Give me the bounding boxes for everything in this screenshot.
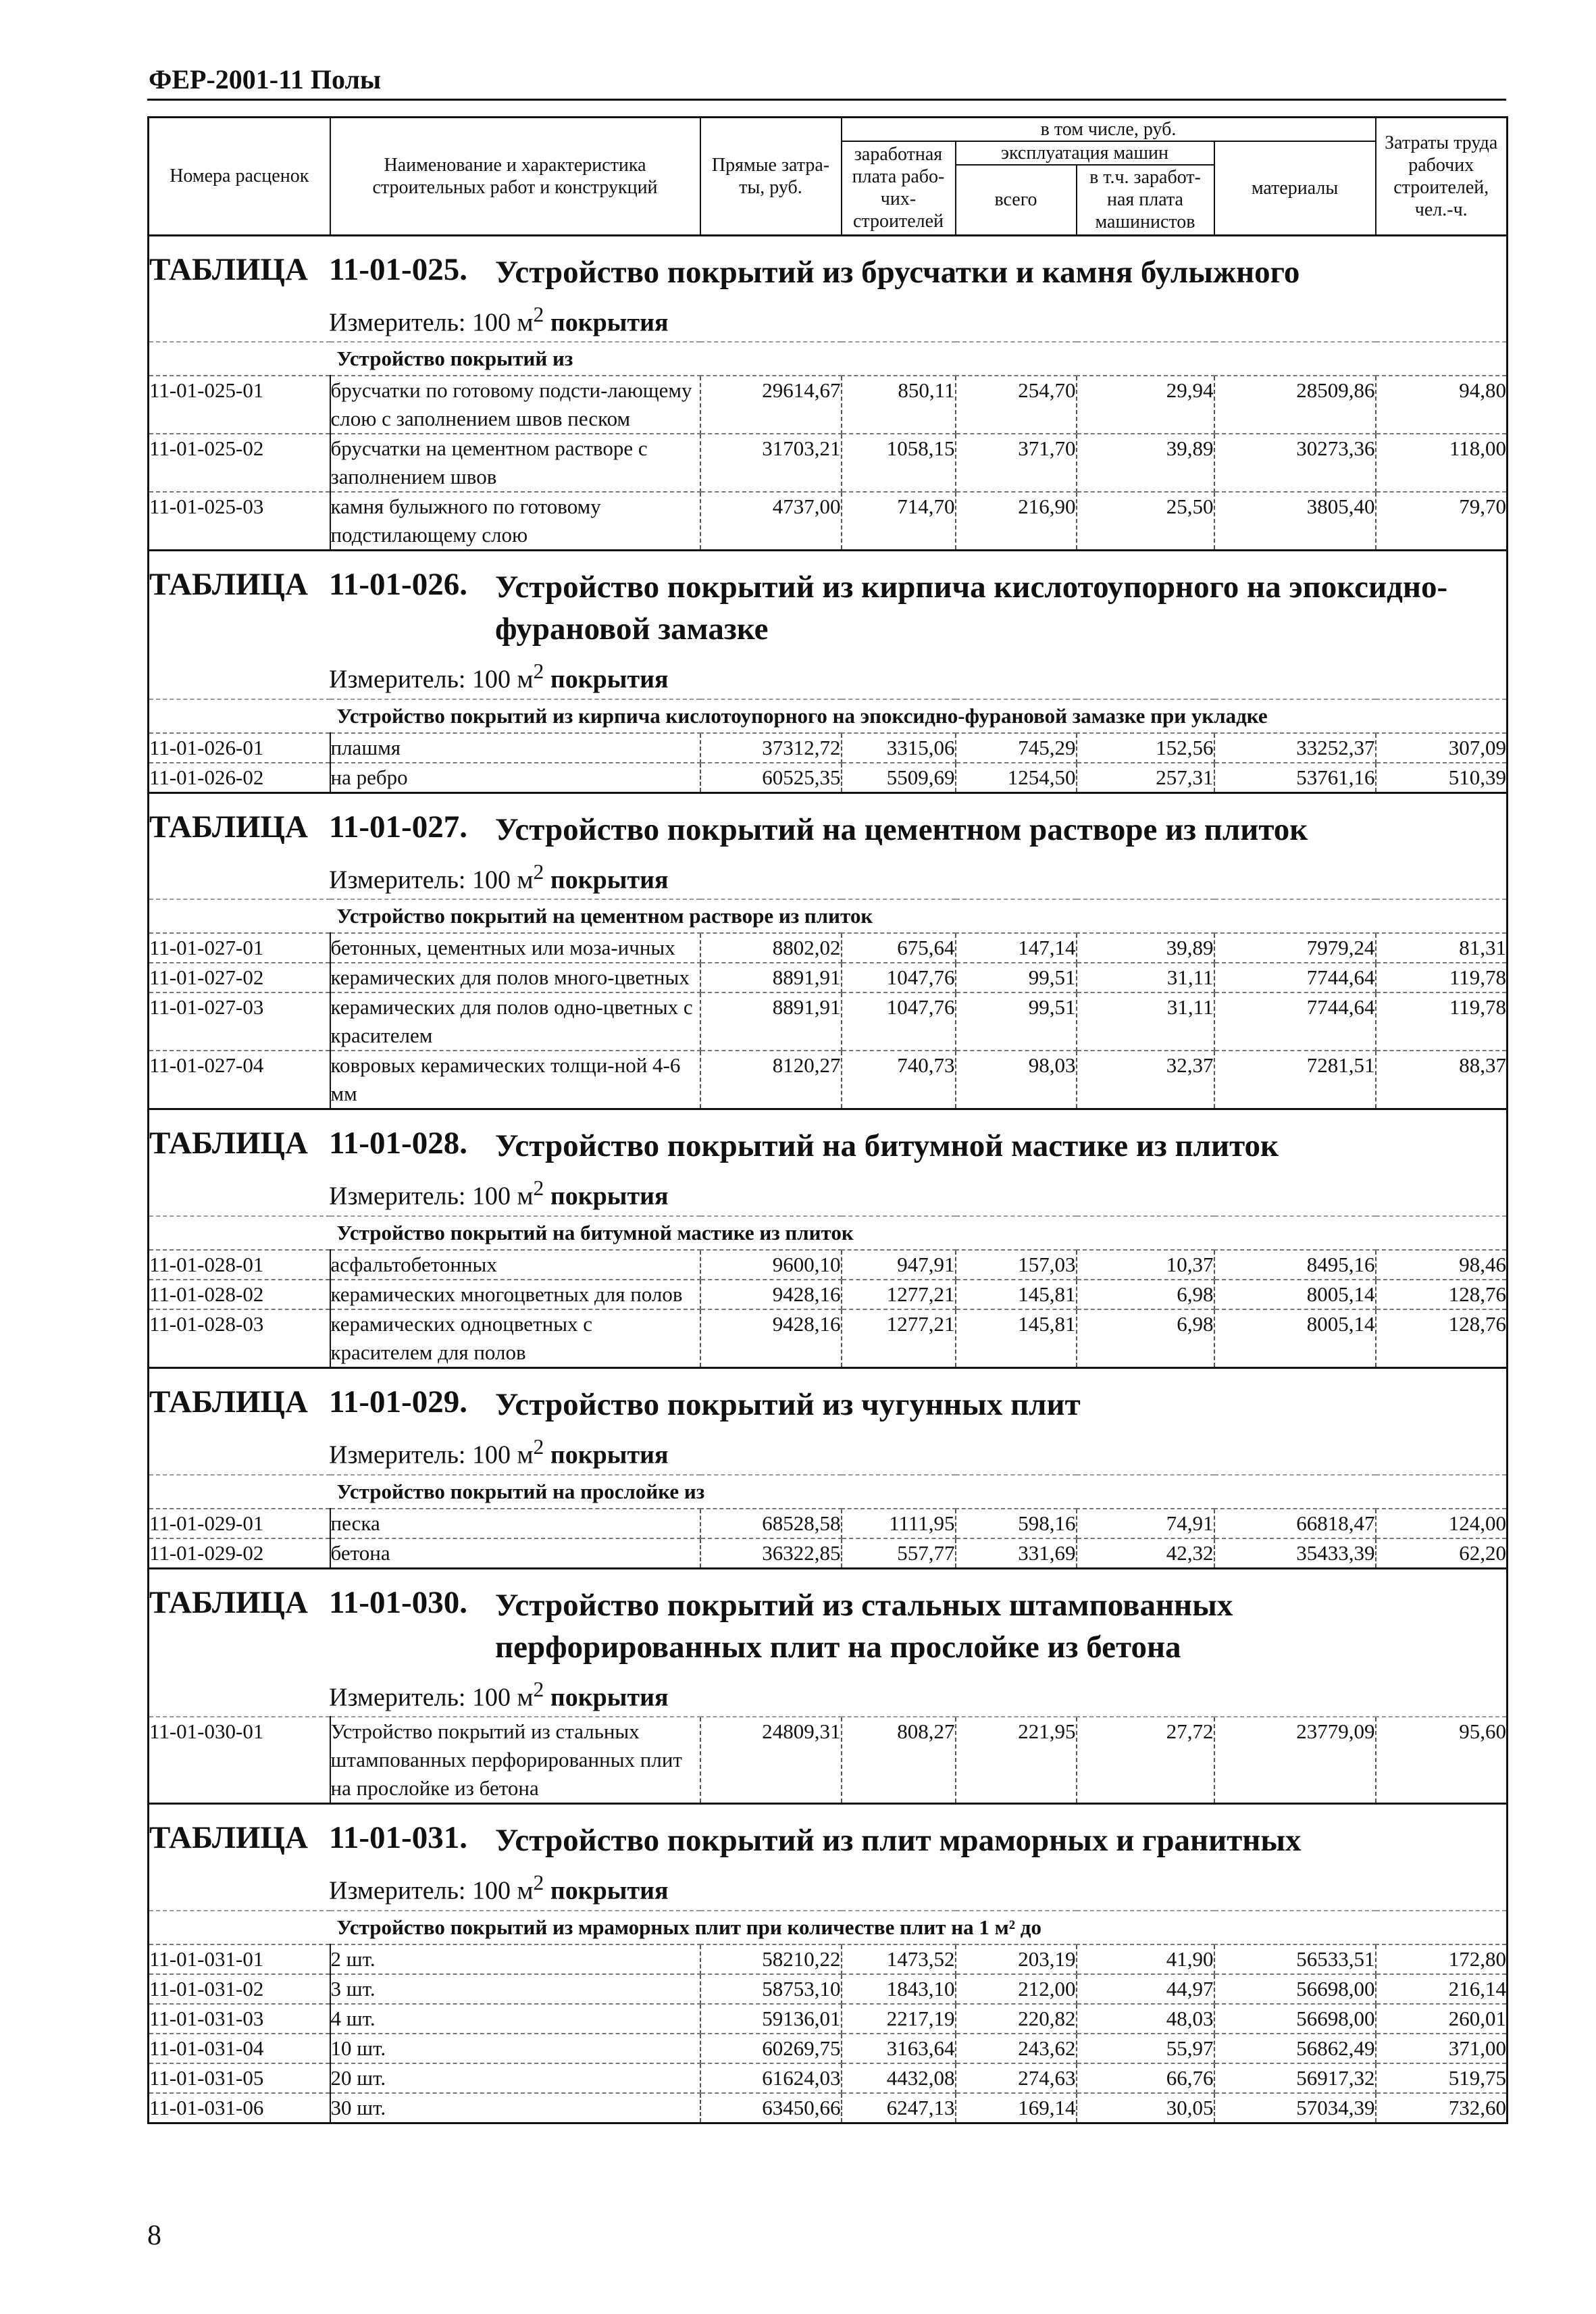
table-title [149,1109,1508,1173]
rate-name: керамических многоцветных для полов [330,1280,700,1309]
measure-prefix: Измеритель: 100 м [329,1877,534,1906]
value-materials: 56533,51 [1214,1944,1376,1974]
measure-unit [149,856,1508,900]
rate-name: бетонных, цементных или моза-ичных [330,933,700,963]
col-machines: эксплуатация машин [956,141,1214,165]
table-body [149,235,1508,2123]
table-title-row [149,793,1508,856]
value-mach-wage: 31,11 [1077,992,1214,1051]
value-mach-wage: 66,76 [1077,2063,1214,2093]
value-labor: 119,78 [1376,992,1508,1051]
measure-suffix: покрытия [544,665,669,694]
value-materials: 35433,39 [1214,1538,1376,1569]
table-row [149,933,1508,963]
value-mach-total: 212,00 [956,1974,1077,2004]
col-materials: материалы [1214,141,1376,235]
value-materials: 57034,39 [1214,2093,1376,2123]
value-direct: 8802,02 [700,933,842,963]
measure-unit [149,1674,1508,1717]
rate-code: 11-01-031-01 [149,1944,330,1974]
value-mach-wage: 32,37 [1077,1051,1214,1109]
value-materials: 8005,14 [1214,1280,1376,1309]
value-wage: 1277,21 [842,1280,956,1309]
table-row [149,2063,1508,2093]
table-row [149,963,1508,992]
rate-name: брусчатки по готовому подсти-лающему слою с заполнением швов песком [330,376,700,434]
value-direct: 60525,35 [700,763,842,793]
value-mach-total: 216,90 [956,492,1077,551]
value-mach-total: 745,29 [956,733,1077,763]
group-title: Устройство покрытий на прослойке из [330,1475,1508,1509]
measure-suffix: покрытия [544,308,669,337]
value-mach-wage: 41,90 [1077,1944,1214,1974]
group-title: Устройство покрытий из кирпича кислотоупорного на эпоксидно-фурановой замазке при укладке [330,699,1508,733]
col-wage: заработная плата рабо-чих-строителей [842,141,956,235]
table-title [149,551,1508,656]
value-wage: 1473,52 [842,1944,956,1974]
value-wage: 557,77 [842,1538,956,1569]
rate-name: асфальтобетонных [330,1250,700,1280]
value-mach-wage: 44,97 [1077,1974,1214,2004]
value-labor: 510,39 [1376,763,1508,793]
table-row [149,492,1508,551]
value-mach-wage: 42,32 [1077,1538,1214,1569]
measure-sup: 2 [533,1871,544,1895]
measure-row [149,856,1508,900]
value-mach-total: 98,03 [956,1051,1077,1109]
value-direct: 29614,67 [700,376,842,434]
table-title-row [149,551,1508,656]
value-wage: 675,64 [842,933,956,963]
table-word: ТАБЛИЦА [149,567,308,603]
table-code: 11-01-029. [329,1384,467,1420]
group-spacer [149,342,330,376]
group-spacer [149,1911,330,1944]
rate-code: 11-01-026-02 [149,763,330,793]
rate-code: 11-01-028-01 [149,1250,330,1280]
table-name: Устройство покрытий на цементном растворе из плиток [495,811,1308,847]
measure-sup: 2 [533,859,544,884]
value-materials: 7281,51 [1214,1051,1376,1109]
table-row [149,2004,1508,2034]
measure-suffix: покрытия [544,1877,669,1906]
value-wage: 850,11 [842,376,956,434]
value-mach-wage: 31,11 [1077,963,1214,992]
value-mach-total: 1254,50 [956,763,1077,793]
group-title: Устройство покрытий из мраморных плит при количестве плит на 1 м² до [330,1911,1508,1944]
table-row [149,2034,1508,2063]
value-mach-total: 145,81 [956,1280,1077,1309]
value-wage: 5509,69 [842,763,956,793]
group-row [149,1475,1508,1509]
value-labor: 732,60 [1376,2093,1508,2123]
table-code: 11-01-027. [329,809,467,845]
measure-row [149,1172,1508,1216]
rate-code: 11-01-031-03 [149,2004,330,2034]
value-mach-total: 145,81 [956,1309,1077,1368]
value-labor: 98,46 [1376,1250,1508,1280]
group-spacer [149,1475,330,1509]
value-mach-wage: 10,37 [1077,1250,1214,1280]
measure-prefix: Измеритель: 100 м [329,665,534,694]
value-wage: 714,70 [842,492,956,551]
value-mach-total: 169,14 [956,2093,1077,2123]
col-mach-wage: в т.ч. заработ-ная плата машинистов [1077,165,1214,235]
table-word: ТАБЛИЦА [149,1384,308,1420]
table-code: 11-01-025. [329,251,467,287]
value-materials: 56917,32 [1214,2063,1376,2093]
table-word: ТАБЛИЦА [149,1126,308,1161]
table-row [149,434,1508,492]
value-materials: 30273,36 [1214,434,1376,492]
measure-sup: 2 [533,659,544,684]
table-row [149,1538,1508,1569]
value-materials: 8005,14 [1214,1309,1376,1368]
rate-name: бетона [330,1538,700,1569]
rate-code: 11-01-031-06 [149,2093,330,2123]
col-code: Номера расценок [149,118,330,236]
value-materials: 53761,16 [1214,763,1376,793]
col-name: Наименование и характеристика строительных работ и конструкций [330,118,700,236]
table-title-row [149,235,1508,299]
value-wage: 4432,08 [842,2063,956,2093]
table-row [149,763,1508,793]
group-title: Устройство покрытий на битумной мастике из плиток [330,1216,1508,1250]
rate-code: 11-01-027-04 [149,1051,330,1109]
value-mach-wage: 29,94 [1077,376,1214,434]
table-title-row [149,1368,1508,1432]
measure-prefix: Измеритель: 100 м [329,1683,534,1712]
value-mach-total: 99,51 [956,963,1077,992]
value-mach-wage: 39,89 [1077,434,1214,492]
value-direct: 37312,72 [700,733,842,763]
rate-name: ковровых керамических толщи-ной 4-6 мм [330,1051,700,1109]
measure-prefix: Измеритель: 100 м [329,1440,534,1469]
value-mach-wage: 152,56 [1077,733,1214,763]
table-row [149,1250,1508,1280]
measure-suffix: покрытия [544,1683,669,1712]
value-direct: 9428,16 [700,1309,842,1368]
value-direct: 8891,91 [700,992,842,1051]
value-materials: 33252,37 [1214,733,1376,763]
value-materials: 56698,00 [1214,2004,1376,2034]
table-code: 11-01-028. [329,1126,467,1161]
table-title-row [149,1109,1508,1173]
value-materials: 8495,16 [1214,1250,1376,1280]
value-labor: 307,09 [1376,733,1508,763]
value-labor: 79,70 [1376,492,1508,551]
value-mach-wage: 39,89 [1077,933,1214,963]
measure-sup: 2 [533,1435,544,1459]
rate-name: брусчатки на цементном растворе с заполнением швов [330,434,700,492]
group-row [149,1911,1508,1944]
rate-name: на ребро [330,763,700,793]
group-row [149,899,1508,933]
table-title [149,1368,1508,1432]
rate-name: 2 шт. [330,1944,700,1974]
value-mach-total: 331,69 [956,1538,1077,1569]
table-row [149,1280,1508,1309]
group-title: Устройство покрытий из [330,342,1508,376]
table-row [149,1309,1508,1368]
value-mach-wage: 6,98 [1077,1280,1214,1309]
table-word: ТАБЛИЦА [149,809,308,845]
value-mach-total: 220,82 [956,2004,1077,2034]
value-labor: 95,60 [1376,1717,1508,1804]
value-materials: 56862,49 [1214,2034,1376,2063]
rate-name: керамических для полов одно-цветных с красителем [330,992,700,1051]
value-direct: 8120,27 [700,1051,842,1109]
value-materials: 23779,09 [1214,1717,1376,1804]
value-direct: 58753,10 [700,1974,842,2004]
measure-suffix: покрытия [544,1440,669,1469]
measure-row [149,1867,1508,1911]
rates-table [147,116,1508,2124]
value-materials: 56698,00 [1214,1974,1376,2004]
value-wage: 1111,95 [842,1509,956,1538]
column-header [149,118,1508,236]
table-word: ТАБЛИЦА [149,251,308,287]
value-labor: 118,00 [1376,434,1508,492]
group-spacer [149,899,330,933]
value-mach-wage: 74,91 [1077,1509,1214,1538]
group-spacer [149,699,330,733]
value-mach-total: 274,63 [956,2063,1077,2093]
rate-code: 11-01-031-02 [149,1974,330,2004]
value-wage: 6247,13 [842,2093,956,2123]
value-labor: 88,37 [1376,1051,1508,1109]
value-direct: 58210,22 [700,1944,842,1974]
value-direct: 24809,31 [700,1717,842,1804]
measure-suffix: покрытия [544,1182,669,1211]
value-mach-wage: 27,72 [1077,1717,1214,1804]
value-wage: 740,73 [842,1051,956,1109]
value-mach-wage: 48,03 [1077,2004,1214,2034]
value-mach-total: 598,16 [956,1509,1077,1538]
value-materials: 28509,86 [1214,376,1376,434]
value-wage: 1047,76 [842,992,956,1051]
table-name: Устройство покрытий из стальных штампованных перфорированных плит на прослойке из бетона [495,1587,1233,1665]
group-row [149,1216,1508,1250]
rate-name: керамических одноцветных с красителем для полов [330,1309,700,1368]
table-row [149,1974,1508,2004]
value-direct: 31703,21 [700,434,842,492]
value-mach-wage: 257,31 [1077,763,1214,793]
value-labor: 81,31 [1376,933,1508,963]
value-mach-total: 243,62 [956,2034,1077,2063]
value-mach-total: 371,70 [956,434,1077,492]
value-direct: 36322,85 [700,1538,842,1569]
group-spacer [149,1216,330,1250]
table-row [149,992,1508,1051]
rate-name: 20 шт. [330,2063,700,2093]
value-labor: 519,75 [1376,2063,1508,2093]
value-labor: 216,14 [1376,1974,1508,2004]
document-title: ФЕР-2001-11 Полы [149,64,382,95]
measure-suffix: покрытия [544,865,669,895]
table-word: ТАБЛИЦА [149,1820,308,1856]
table-row [149,2093,1508,2123]
value-wage: 1058,15 [842,434,956,492]
table-title-row [149,1568,1508,1674]
table-code: 11-01-030. [329,1584,467,1620]
group-title: Устройство покрытий на цементном растворе из плиток [330,899,1508,933]
table-row [149,376,1508,434]
measure-row [149,1431,1508,1475]
value-mach-total: 221,95 [956,1717,1077,1804]
col-mach-total: всего [956,165,1077,235]
measure-prefix: Измеритель: 100 м [329,865,534,895]
rate-code: 11-01-028-03 [149,1309,330,1368]
measure-sup: 2 [533,302,544,326]
rate-name: 4 шт. [330,2004,700,2034]
rate-code: 11-01-025-03 [149,492,330,551]
value-materials: 7979,24 [1214,933,1376,963]
measure-row [149,655,1508,699]
measure-sup: 2 [533,1677,544,1701]
table-row [149,733,1508,763]
table-name: Устройство покрытий из брусчатки и камня булыжного [495,254,1300,290]
value-materials: 7744,64 [1214,963,1376,992]
table-title [149,235,1508,299]
value-labor: 119,78 [1376,963,1508,992]
rate-name: 3 шт. [330,1974,700,2004]
value-mach-total: 99,51 [956,992,1077,1051]
rate-code: 11-01-029-02 [149,1538,330,1569]
value-labor: 94,80 [1376,376,1508,434]
table-row [149,1509,1508,1538]
table-title-row [149,1804,1508,1867]
rate-code: 11-01-031-04 [149,2034,330,2063]
measure-unit [149,299,1508,343]
rate-code: 11-01-027-03 [149,992,330,1051]
page-header [147,59,1506,101]
measure-prefix: Измеритель: 100 м [329,1182,534,1211]
value-wage: 3163,64 [842,2034,956,2063]
value-mach-total: 254,70 [956,376,1077,434]
page-number: 8 [147,2220,161,2251]
value-mach-wage: 6,98 [1077,1309,1214,1368]
value-labor: 172,80 [1376,1944,1508,1974]
value-wage: 808,27 [842,1717,956,1804]
value-direct: 9600,10 [700,1250,842,1280]
value-wage: 2217,19 [842,2004,956,2034]
group-row [149,342,1508,376]
table-title [149,793,1508,856]
value-labor: 124,00 [1376,1509,1508,1538]
rate-code: 11-01-028-02 [149,1280,330,1309]
col-direct: Прямые затра-ты, руб. [700,118,842,236]
table-name: Устройство покрытий на битумной мастике из плиток [495,1128,1279,1164]
value-direct: 60269,75 [700,2034,842,2063]
table-code: 11-01-026. [329,567,467,603]
value-mach-wage: 25,50 [1077,492,1214,551]
table-row [149,1717,1508,1804]
value-direct: 8891,91 [700,963,842,992]
rate-code: 11-01-026-01 [149,733,330,763]
measure-unit [149,1431,1508,1475]
measure-unit [149,1172,1508,1216]
value-direct: 63450,66 [700,2093,842,2123]
table-name: Устройство покрытий из чугунных плит [495,1387,1081,1423]
value-mach-wage: 55,97 [1077,2034,1214,2063]
value-wage: 3315,06 [842,733,956,763]
value-direct: 59136,01 [700,2004,842,2034]
measure-prefix: Измеритель: 100 м [329,308,534,337]
value-mach-wage: 30,05 [1077,2093,1214,2123]
value-wage: 1277,21 [842,1309,956,1368]
value-mach-total: 203,19 [956,1944,1077,1974]
table-title [149,1804,1508,1867]
col-incl: в том числе, руб. [842,118,1376,142]
table-name: Устройство покрытий из кирпича кислотоупорного на эпоксидно-фурановой замазке [495,570,1448,647]
value-labor: 371,00 [1376,2034,1508,2063]
rate-code: 11-01-031-05 [149,2063,330,2093]
value-direct: 4737,00 [700,492,842,551]
rate-name: камня булыжного по готовому подстилающему слою [330,492,700,551]
col-labor: Затраты труда рабочих строителей, чел.-ч. [1376,118,1508,236]
measure-row [149,299,1508,343]
value-mach-total: 157,03 [956,1250,1077,1280]
table-title [149,1568,1508,1674]
rate-name: плашмя [330,733,700,763]
rate-code: 11-01-029-01 [149,1509,330,1538]
measure-sup: 2 [533,1176,544,1201]
value-materials: 7744,64 [1214,992,1376,1051]
rate-code: 11-01-025-02 [149,434,330,492]
table-name: Устройство покрытий из плит мраморных и гранитных [495,1823,1302,1859]
table-row [149,1944,1508,1974]
table-word: ТАБЛИЦА [149,1584,308,1620]
measure-row [149,1674,1508,1717]
value-mach-total: 147,14 [956,933,1077,963]
value-labor: 128,76 [1376,1309,1508,1368]
value-wage: 1843,10 [842,1974,956,2004]
table-row [149,1051,1508,1109]
value-direct: 9428,16 [700,1280,842,1309]
measure-unit [149,1867,1508,1911]
rate-name: Устройство покрытий из стальных штампованных перфорированных плит на прослойке из бетона [330,1717,700,1804]
value-wage: 1047,76 [842,963,956,992]
rate-name: песка [330,1509,700,1538]
rate-code: 11-01-027-01 [149,933,330,963]
rate-name: керамических для полов много-цветных [330,963,700,992]
value-materials: 66818,47 [1214,1509,1376,1538]
value-wage: 947,91 [842,1250,956,1280]
value-materials: 3805,40 [1214,492,1376,551]
group-row [149,699,1508,733]
rate-name: 30 шт. [330,2093,700,2123]
value-direct: 68528,58 [700,1509,842,1538]
rate-name: 10 шт. [330,2034,700,2063]
value-direct: 61624,03 [700,2063,842,2093]
table-code: 11-01-031. [329,1820,467,1856]
value-labor: 128,76 [1376,1280,1508,1309]
rate-code: 11-01-030-01 [149,1717,330,1804]
value-labor: 260,01 [1376,2004,1508,2034]
rate-code: 11-01-027-02 [149,963,330,992]
rate-code: 11-01-025-01 [149,376,330,434]
value-labor: 62,20 [1376,1538,1508,1569]
measure-unit [149,655,1508,699]
